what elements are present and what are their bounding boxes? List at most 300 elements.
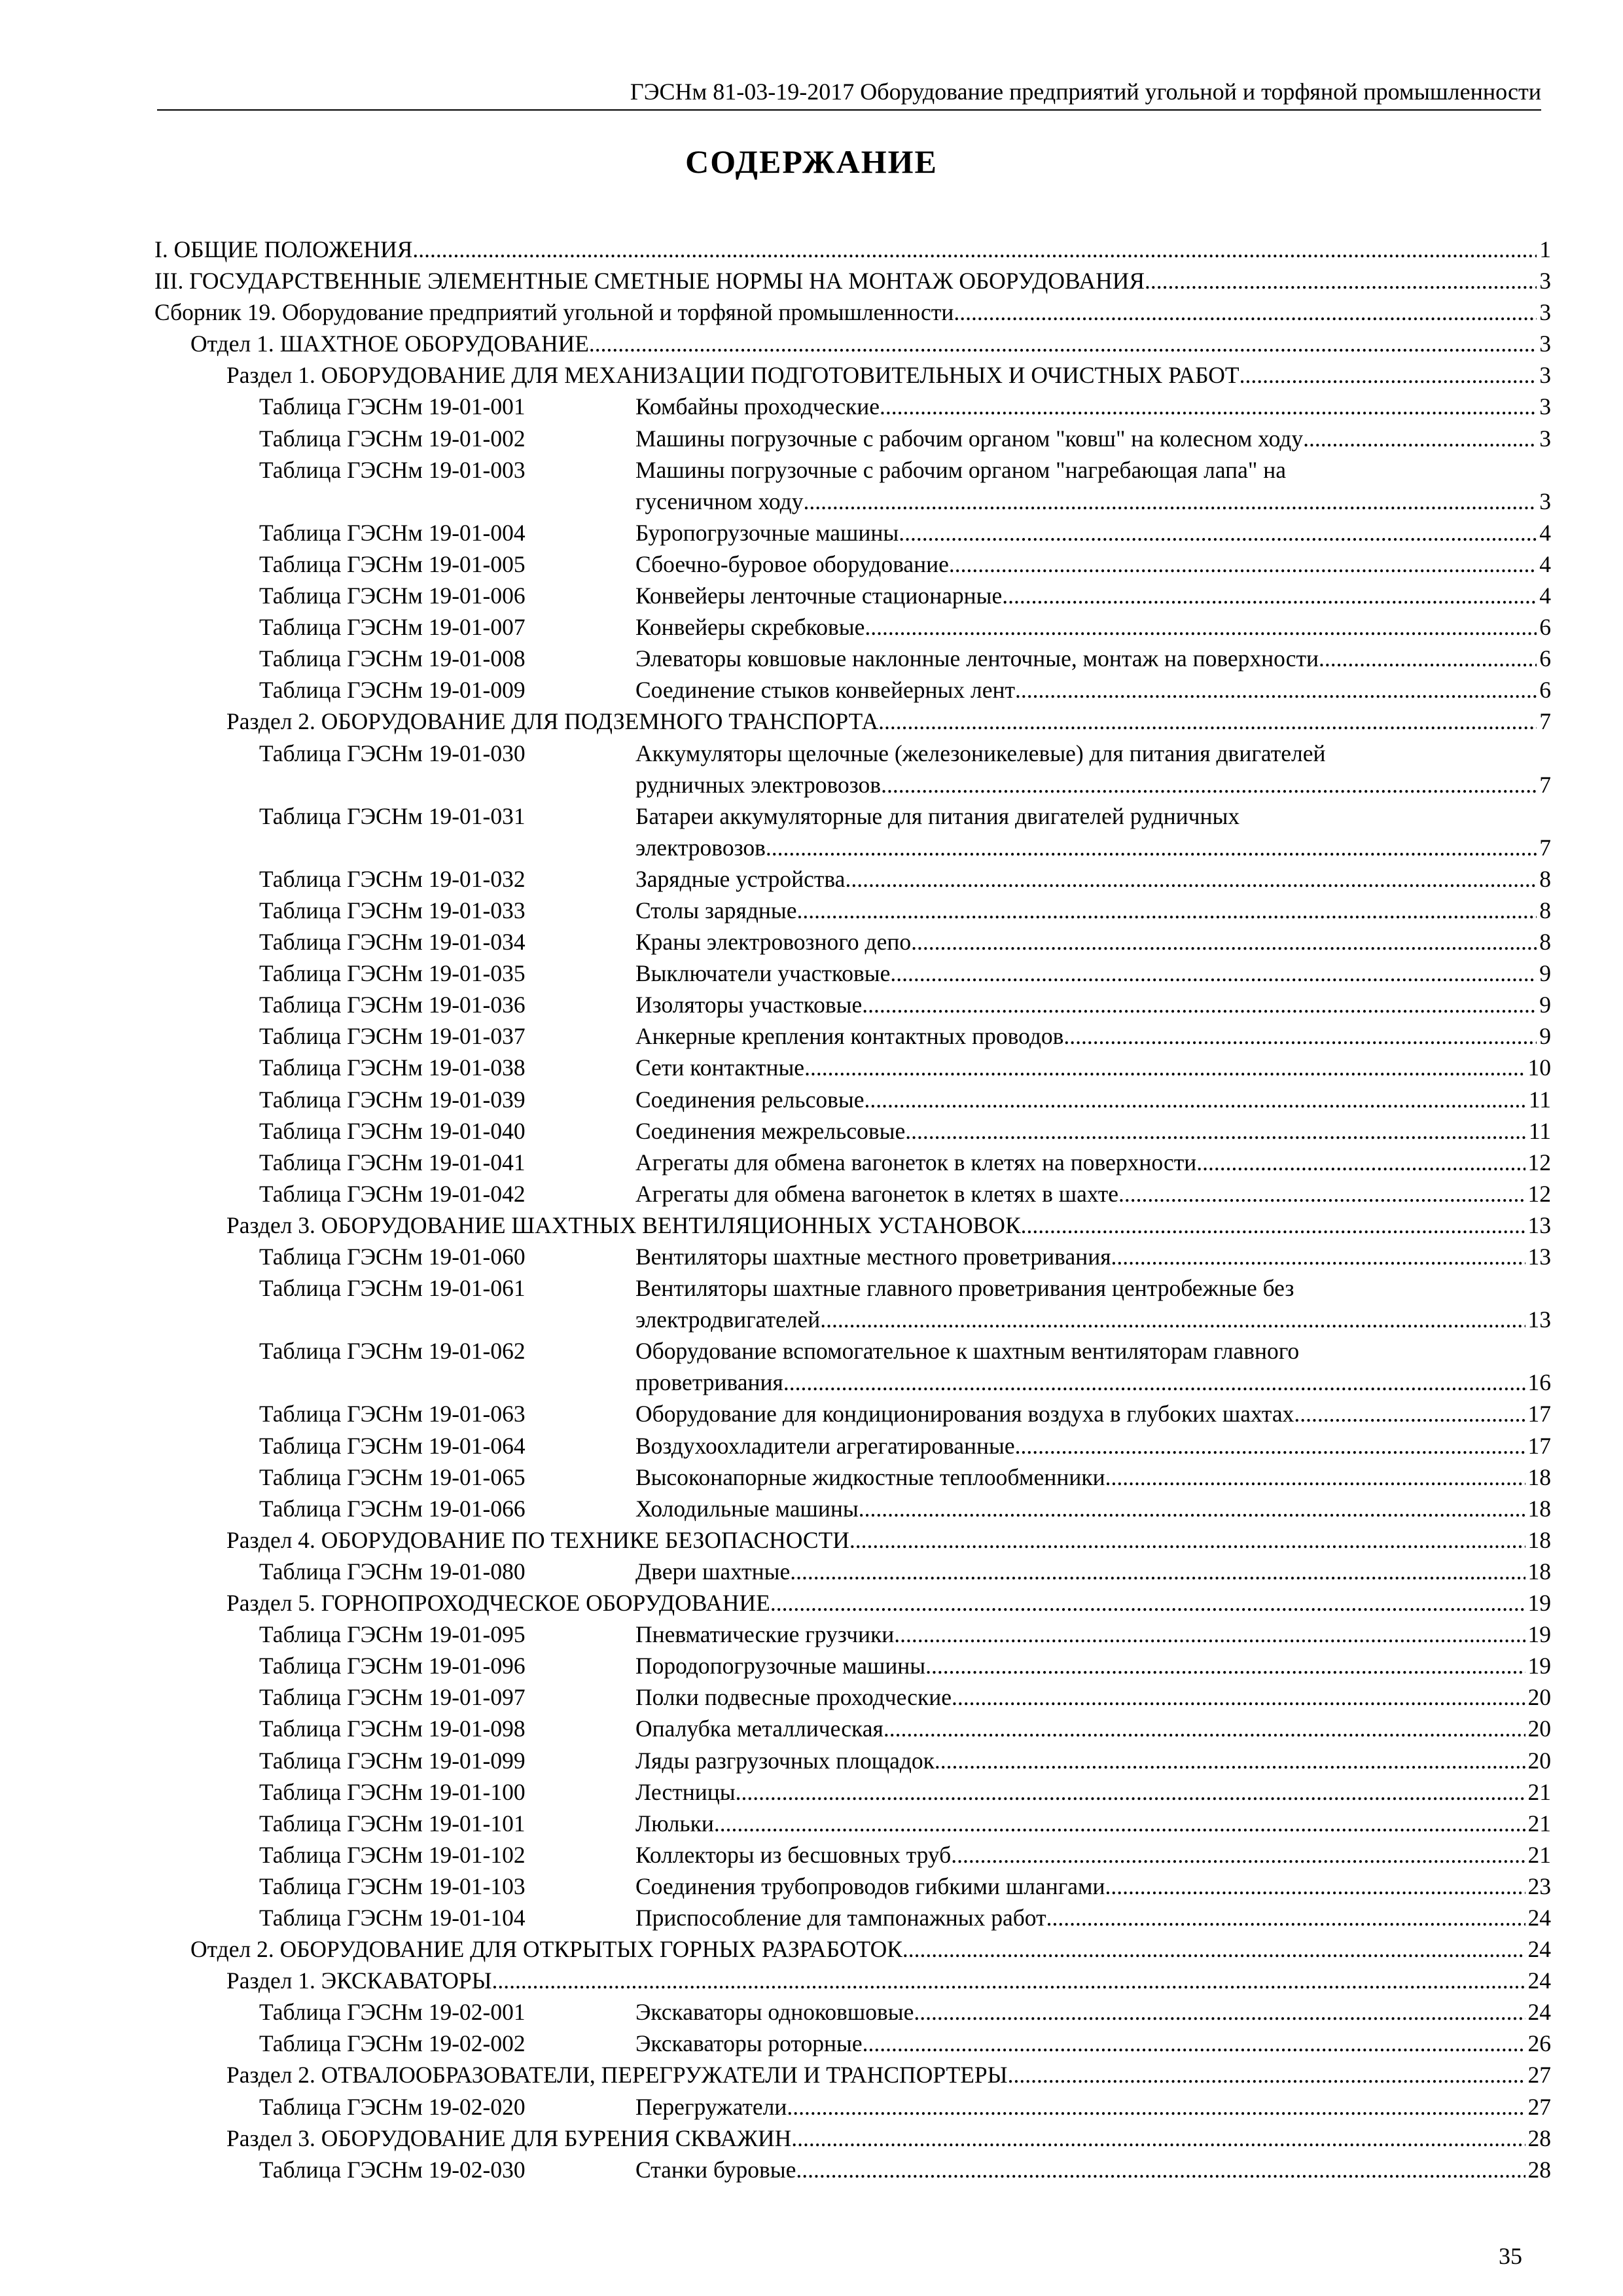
toc-page-number: 4	[1539, 519, 1551, 546]
toc-entry[interactable]	[154, 1335, 1551, 1398]
toc-dot-leader	[787, 2091, 1525, 2123]
toc-table-code: Таблица ГЭСНм 19-01-099	[259, 1747, 526, 1774]
toc-entry[interactable]	[154, 1776, 1551, 1808]
toc-leader-line	[226, 1965, 1551, 1996]
toc-leader-line	[635, 1713, 1551, 1744]
toc-page-number: 18	[1527, 1495, 1551, 1522]
toc-dot-leader	[862, 989, 1537, 1020]
toc-entry[interactable]	[154, 1178, 1551, 1210]
toc-table-code: Таблица ГЭСНм 19-02-002	[259, 2030, 526, 2057]
toc-dot-leader	[796, 2154, 1525, 2185]
toc-leader-line	[635, 1650, 1551, 1681]
toc-entry-text: Лестницы	[635, 1778, 736, 1805]
toc-dot-leader	[880, 391, 1537, 422]
toc-page-number: 9	[1539, 992, 1551, 1018]
toc-leader-line	[635, 958, 1551, 989]
toc-dot-leader	[902, 1933, 1525, 1965]
toc-entry-text: Соединение стыков конвейерных лент	[635, 677, 1016, 704]
toc-leader-line	[635, 486, 1551, 517]
toc-entry[interactable]	[154, 2059, 1551, 2090]
toc-dot-leader	[949, 548, 1537, 580]
toc-entry[interactable]	[154, 1619, 1551, 1650]
toc-dot-leader	[1105, 1871, 1525, 1902]
toc-page-number: 17	[1527, 1432, 1551, 1459]
toc-page-number: 4	[1539, 550, 1551, 577]
toc-page-number: 21	[1527, 1841, 1551, 1868]
toc-entry[interactable]	[154, 1115, 1551, 1147]
toc-page-number: 7	[1539, 771, 1551, 798]
toc-dot-leader	[951, 1839, 1525, 1871]
toc-page-number: 19	[1527, 1621, 1551, 1648]
toc-dot-leader	[1063, 1020, 1537, 1052]
toc-entry-text: Машины погрузочные с рабочим органом "ковш" на колесном ходу	[635, 425, 1304, 452]
toc-entry-text: Воздухоохладители агрегатированные	[635, 1432, 1015, 1459]
toc-entry-text: Опалубка металлическая	[635, 1715, 883, 1742]
toc-entry[interactable]	[154, 1839, 1551, 1871]
toc-dot-leader	[849, 1524, 1525, 1556]
toc-entry[interactable]	[154, 391, 1551, 422]
toc-leader-line	[635, 2154, 1551, 2185]
toc-table-code: Таблица ГЭСНм 19-01-004	[259, 519, 526, 546]
toc-leader-line	[635, 1430, 1551, 1462]
toc-entry-text: Холодильные машины	[635, 1495, 859, 1522]
toc-page-number: 20	[1527, 1747, 1551, 1774]
toc-entry-text: Приспособление для тампонажных работ	[635, 1904, 1046, 1931]
toc-leader-line	[635, 1020, 1551, 1052]
toc-leader-line	[635, 1871, 1551, 1902]
toc-entry-text: Отдел 1. ШАХТНОЕ ОБОРУДОВАНИЕ	[190, 331, 589, 357]
toc-entry[interactable]	[154, 2154, 1551, 2185]
toc-entry-text: Раздел 2. ОТВАЛООБРАЗОВАТЕЛИ, ПЕРЕГРУЖАТЕЛИ И ТРАНСПОРТЕРЫ	[226, 2062, 1008, 2089]
toc-entry-text: Отдел 2. ОБОРУДОВАНИЕ ДЛЯ ОТКРЫТЫХ ГОРНЫХ РАЗРАБОТОК	[190, 1936, 902, 1963]
toc-entry[interactable]	[154, 454, 1551, 517]
toc-dot-leader	[883, 1713, 1525, 1744]
toc-dot-leader	[1303, 423, 1537, 454]
toc-entry-text-continued: электродвигателей	[635, 1306, 821, 1333]
toc-table-code: Таблица ГЭСНм 19-01-065	[259, 1463, 526, 1490]
toc-entry[interactable]	[154, 926, 1551, 958]
toc-entry[interactable]	[154, 517, 1551, 548]
toc-entry-text: Элеваторы ковшовые наклонные ленточные, монтаж на поверхности	[635, 645, 1319, 672]
toc-page-number: 3	[1539, 488, 1551, 514]
toc-leader-line	[635, 1681, 1551, 1713]
toc-entry[interactable]	[154, 359, 1551, 391]
toc-entry-text: Раздел 1. ОБОРУДОВАНИЕ ДЛЯ МЕХАНИЗАЦИИ ПОДГОТОВИТЕЛЬНЫХ И ОЧИСТНЫХ РАБОТ	[226, 362, 1240, 389]
toc-page-number: 24	[1527, 1999, 1551, 2026]
toc-table-code: Таблица ГЭСНм 19-01-005	[259, 550, 526, 577]
toc-entry[interactable]	[154, 1745, 1551, 1776]
toc-page-number: 3	[1539, 331, 1551, 357]
toc-page-number: 8	[1539, 897, 1551, 924]
toc-table-code: Таблица ГЭСНм 19-01-035	[259, 960, 526, 987]
toc-entry-text: Экскаваторы одноковшовые	[635, 1999, 914, 2026]
toc-leader-line	[635, 1115, 1551, 1147]
toc-entry-text: Столы зарядные	[635, 897, 797, 924]
toc-entry-text: Оборудование для кондиционирования воздуха в глубоких шахтах	[635, 1401, 1294, 1427]
toc-entry[interactable]	[154, 2091, 1551, 2123]
toc-page-number: 28	[1527, 2125, 1551, 2151]
toc-entry-text: Полки подвесные проходческие	[635, 1684, 952, 1711]
toc-entry-text: Анкерные крепления контактных проводов	[635, 1023, 1064, 1050]
toc-leader-line	[635, 1902, 1551, 1933]
toc-entry-text: III. ГОСУДАРСТВЕННЫЕ ЭЛЕМЕНТНЫЕ СМЕТНЫЕ НОРМЫ НА МОНТАЖ ОБОРУДОВАНИЯ	[154, 268, 1145, 295]
toc-page-number: 21	[1527, 1810, 1551, 1837]
toc-entry[interactable]	[154, 1965, 1551, 1996]
toc-table-code: Таблица ГЭСНм 19-01-030	[259, 740, 526, 766]
toc-dot-leader	[797, 895, 1537, 926]
toc-leader-line	[635, 2091, 1551, 2123]
toc-leader-line	[635, 391, 1551, 422]
toc-dot-leader	[783, 1367, 1525, 1398]
toc-entry-text: Раздел 1. ЭКСКАВАТОРЫ	[226, 1967, 492, 1994]
toc-table-code: Таблица ГЭСНм 19-01-095	[259, 1621, 526, 1648]
toc-leader-line	[154, 234, 1551, 265]
toc-leader-line	[154, 296, 1551, 328]
toc-entry[interactable]	[154, 1493, 1551, 1524]
toc-entry-text: Ляды разгрузочных площадок	[635, 1747, 935, 1774]
toc-entry-text-continued: проветривания	[635, 1369, 783, 1396]
toc-entry[interactable]	[154, 958, 1551, 989]
toc-dot-leader	[1002, 580, 1537, 611]
toc-page-number: 17	[1527, 1401, 1551, 1427]
toc-table-code: Таблица ГЭСНм 19-01-041	[259, 1149, 526, 1175]
toc-table-code: Таблица ГЭСНм 19-01-003	[259, 456, 526, 483]
toc-leader-line	[190, 1933, 1551, 1965]
toc-entry[interactable]	[154, 989, 1551, 1020]
toc-page-number: 8	[1539, 929, 1551, 956]
toc-table-code: Таблица ГЭСНм 19-01-009	[259, 677, 526, 704]
toc-leader-line	[635, 423, 1551, 454]
toc-page-number: 20	[1527, 1715, 1551, 1742]
toc-table-code: Таблица ГЭСНм 19-01-080	[259, 1558, 526, 1585]
toc-leader-line	[226, 706, 1551, 737]
toc-dot-leader	[899, 517, 1537, 548]
toc-entry-text: Соединения межрельсовые	[635, 1117, 906, 1144]
toc-leader-line	[635, 1304, 1551, 1335]
toc-entry-text: Перегружатели	[635, 2093, 787, 2120]
toc-entry-text: Комбайны проходческие	[635, 393, 880, 420]
toc-entry[interactable]	[154, 1524, 1551, 1556]
toc-entry[interactable]	[154, 1430, 1551, 1462]
toc-entry[interactable]	[154, 2028, 1551, 2059]
toc-entry[interactable]	[154, 234, 1551, 265]
toc-entry-text: I. ОБЩИЕ ПОЛОЖЕНИЯ	[154, 236, 413, 262]
header-rule	[157, 109, 1541, 111]
toc-table-code: Таблица ГЭСНм 19-01-061	[259, 1275, 526, 1302]
toc-leader-line	[635, 895, 1551, 926]
toc-table-code: Таблица ГЭСНм 19-02-001	[259, 1999, 526, 2026]
toc-entry-text: Выключатели участковые	[635, 960, 891, 987]
toc-dot-leader	[1021, 1210, 1525, 1241]
toc-leader-line	[635, 1556, 1551, 1587]
toc-entry[interactable]	[154, 328, 1551, 359]
toc-dot-leader	[820, 1304, 1525, 1335]
toc-leader-line	[635, 1839, 1551, 1871]
toc-entry[interactable]	[154, 674, 1551, 706]
toc-entry-text: Вентиляторы шахтные местного проветривания	[635, 1244, 1111, 1270]
toc-entry-text: Конвейеры скребковые	[635, 614, 865, 641]
toc-entry-text: Двери шахтные	[635, 1558, 791, 1585]
toc-entry-text: Экскаваторы роторные	[635, 2030, 863, 2057]
toc-page-number: 4	[1539, 583, 1551, 609]
toc-entry-text: Оборудование вспомогательное к шахтным вентиляторам главного	[635, 1338, 1300, 1365]
toc-dot-leader	[1046, 1902, 1525, 1933]
toc-entry-text: Раздел 3. ОБОРУДОВАНИЕ ШАХТНЫХ ВЕНТИЛЯЦИОННЫХ УСТАНОВОК	[226, 1211, 1021, 1238]
toc-entry-text: Станки буровые	[635, 2156, 796, 2183]
toc-table-code: Таблица ГЭСНм 19-01-039	[259, 1086, 526, 1113]
toc-leader-line	[635, 2028, 1551, 2059]
toc-entry[interactable]	[154, 1650, 1551, 1681]
toc-entry[interactable]	[154, 1902, 1551, 1933]
page-title: СОДЕРЖАНИЕ	[685, 143, 938, 180]
toc-table-code: Таблица ГЭСНм 19-01-097	[259, 1684, 526, 1711]
toc-entry[interactable]	[154, 1713, 1551, 1744]
toc-entry[interactable]	[154, 738, 1551, 800]
toc-dot-leader	[804, 1052, 1525, 1083]
toc-table-code: Таблица ГЭСНм 19-01-042	[259, 1180, 526, 1207]
toc-entry[interactable]	[154, 1996, 1551, 2028]
toc-dot-leader	[1196, 1147, 1525, 1178]
toc-table-code: Таблица ГЭСНм 19-01-032	[259, 865, 526, 892]
toc-dot-leader	[881, 769, 1537, 800]
toc-table-code: Таблица ГЭСНм 19-01-038	[259, 1054, 526, 1081]
toc-dot-leader	[791, 2123, 1525, 2154]
toc-entry[interactable]	[154, 265, 1551, 296]
toc-table-code: Таблица ГЭСНм 19-01-006	[259, 583, 526, 609]
toc-page-number: 18	[1527, 1558, 1551, 1585]
toc-entry-text-continued: рудничных электровозов	[635, 771, 882, 798]
toc-page-number: 28	[1527, 2156, 1551, 2183]
toc-page-number: 21	[1527, 1778, 1551, 1805]
toc-leader-line	[635, 926, 1551, 958]
toc-leader-line	[226, 1210, 1551, 1241]
toc-page-number: 6	[1539, 677, 1551, 704]
toc-entry-text: Краны электровозного депо	[635, 929, 912, 956]
toc-dot-leader	[714, 1808, 1525, 1839]
toc-table-code: Таблица ГЭСНм 19-01-036	[259, 992, 526, 1018]
toc-leader-line	[635, 863, 1551, 895]
toc-dot-leader	[865, 611, 1537, 643]
toc-entry-text: Раздел 3. ОБОРУДОВАНИЕ ДЛЯ БУРЕНИЯ СКВАЖИН	[226, 2125, 792, 2151]
toc-dot-leader	[492, 1965, 1525, 1996]
toc-leader-line	[635, 1367, 1551, 1398]
toc-leader-line	[635, 1493, 1551, 1524]
toc-dot-leader	[803, 486, 1537, 517]
toc-page-number: 24	[1527, 1936, 1551, 1963]
toc-table-code: Таблица ГЭСНм 19-01-008	[259, 645, 526, 672]
toc-entry-text: Агрегаты для обмена вагонеток в клетях на поверхности	[635, 1149, 1197, 1175]
toc-table-code: Таблица ГЭСНм 19-01-103	[259, 1873, 526, 1899]
toc-page-number: 3	[1539, 268, 1551, 295]
toc-table-code: Таблица ГЭСНм 19-02-030	[259, 2156, 526, 2183]
toc-dot-leader	[1240, 359, 1537, 391]
toc-page-number: 12	[1527, 1149, 1551, 1175]
toc-table-code: Таблица ГЭСНм 19-02-020	[259, 2093, 526, 2120]
toc-entry[interactable]	[154, 2123, 1551, 2154]
toc-page-number: 7	[1539, 834, 1551, 861]
toc-page-number: 6	[1539, 614, 1551, 641]
table-of-contents	[154, 234, 1551, 2185]
toc-entry[interactable]	[154, 800, 1551, 863]
toc-entry[interactable]	[154, 1808, 1551, 1839]
toc-table-code: Таблица ГЭСНм 19-01-063	[259, 1401, 526, 1427]
toc-dot-leader	[935, 1745, 1525, 1776]
toc-entry-text: Раздел 4. ОБОРУДОВАНИЕ ПО ТЕХНИКЕ БЕЗОПАСНОСТИ	[226, 1526, 849, 1553]
toc-leader-line	[635, 1178, 1551, 1210]
toc-page-number: 24	[1527, 1967, 1551, 1994]
toc-entry[interactable]	[154, 1147, 1551, 1178]
toc-entry-text: Раздел 2. ОБОРУДОВАНИЕ ДЛЯ ПОДЗЕМНОГО ТРАНСПОРТА	[226, 708, 879, 735]
toc-table-code: Таблица ГЭСНм 19-01-062	[259, 1338, 526, 1365]
toc-table-code: Таблица ГЭСНм 19-01-064	[259, 1432, 526, 1459]
toc-entry-text: Машины погрузочные с рабочим органом "нагребающая лапа" на	[635, 456, 1286, 483]
toc-entry[interactable]	[154, 1398, 1551, 1429]
toc-entry-text: Коллекторы из бесшовных труб	[635, 1841, 952, 1868]
toc-leader-line	[635, 832, 1551, 863]
toc-page-number: 3	[1539, 362, 1551, 389]
toc-dot-leader	[890, 958, 1537, 989]
toc-entry[interactable]	[154, 643, 1551, 674]
toc-dot-leader	[1145, 265, 1537, 296]
toc-leader-line	[190, 328, 1551, 359]
toc-entry[interactable]	[154, 611, 1551, 643]
toc-leader-line	[226, 1524, 1551, 1556]
toc-page-number: 24	[1527, 1904, 1551, 1931]
toc-leader-line	[635, 1398, 1551, 1429]
toc-entry[interactable]	[154, 1241, 1551, 1272]
toc-entry[interactable]	[154, 1462, 1551, 1493]
toc-entry[interactable]	[154, 1084, 1551, 1115]
toc-page-number: 6	[1539, 645, 1551, 672]
toc-entry[interactable]	[154, 1556, 1551, 1587]
toc-leader-line	[635, 1996, 1551, 2028]
toc-dot-leader	[894, 1619, 1525, 1650]
toc-dot-leader	[878, 706, 1537, 737]
toc-leader-line	[635, 1776, 1551, 1808]
toc-page-number: 18	[1527, 1463, 1551, 1490]
toc-entry-text: Аккумуляторы щелочные (железоникелевые) для питания двигателей	[635, 740, 1326, 766]
toc-page-number: 9	[1539, 1023, 1551, 1050]
toc-entry-text: Сети контактные	[635, 1054, 805, 1081]
toc-leader-line	[226, 2123, 1551, 2154]
toc-entry-text: Агрегаты для обмена вагонеток в клетях в шахте	[635, 1180, 1119, 1207]
toc-table-code: Таблица ГЭСНм 19-01-066	[259, 1495, 526, 1522]
toc-page-number: 8	[1539, 865, 1551, 892]
toc-table-code: Таблица ГЭСНм 19-01-098	[259, 1715, 526, 1742]
toc-entry[interactable]	[154, 580, 1551, 611]
toc-entry[interactable]	[154, 1052, 1551, 1083]
toc-table-code: Таблица ГЭСНм 19-01-104	[259, 1904, 526, 1931]
toc-page-number: 3	[1539, 299, 1551, 326]
toc-leader-line	[635, 674, 1551, 706]
toc-entry[interactable]	[154, 296, 1551, 328]
toc-dot-leader	[1319, 643, 1537, 674]
toc-page-number: 19	[1527, 1590, 1551, 1617]
toc-page-number: 13	[1527, 1306, 1551, 1333]
toc-dot-leader	[412, 234, 1537, 265]
toc-entry[interactable]	[154, 863, 1551, 895]
toc-dot-leader	[790, 1556, 1525, 1587]
toc-dot-leader	[911, 926, 1537, 958]
toc-dot-leader	[766, 832, 1537, 863]
toc-page-number: 11	[1528, 1086, 1551, 1113]
toc-dot-leader	[1111, 1241, 1525, 1272]
toc-page-number: 18	[1527, 1526, 1551, 1553]
toc-page-number: 9	[1539, 960, 1551, 987]
toc-page-number: 26	[1527, 2030, 1551, 2057]
toc-table-code: Таблица ГЭСНм 19-01-101	[259, 1810, 526, 1837]
toc-table-code: Таблица ГЭСНм 19-01-102	[259, 1841, 526, 1868]
toc-leader-line	[635, 548, 1551, 580]
toc-leader-line	[635, 1619, 1551, 1650]
toc-dot-leader	[736, 1776, 1525, 1808]
toc-leader-line	[635, 769, 1551, 800]
toc-page-number: 23	[1527, 1873, 1551, 1899]
toc-dot-leader	[952, 1681, 1525, 1713]
toc-table-code: Таблица ГЭСНм 19-01-034	[259, 929, 526, 956]
toc-dot-leader	[905, 1115, 1526, 1147]
toc-entry-text: Батареи аккумуляторные для питания двигателей рудничных	[635, 802, 1240, 829]
toc-entry-text: Пневматические грузчики	[635, 1621, 895, 1648]
toc-page-number: 10	[1527, 1054, 1551, 1081]
toc-leader-line	[635, 989, 1551, 1020]
toc-table-code: Таблица ГЭСНм 19-01-033	[259, 897, 526, 924]
toc-entry[interactable]	[154, 548, 1551, 580]
toc-entry-text: Сбоечно-буровое оборудование	[635, 550, 949, 577]
toc-entry-text: Буропогрузочные машины	[635, 519, 899, 546]
toc-dot-leader	[845, 863, 1537, 895]
toc-leader-line	[154, 265, 1551, 296]
toc-page-number: 13	[1527, 1211, 1551, 1238]
toc-entry-text: Вентиляторы шахтные главного проветривания центробежные без	[635, 1275, 1294, 1302]
toc-dot-leader	[1105, 1462, 1525, 1493]
toc-entry-text: Изоляторы участковые	[635, 992, 863, 1018]
toc-entry[interactable]	[154, 895, 1551, 926]
toc-entry[interactable]	[154, 1871, 1551, 1902]
toc-dot-leader	[770, 1587, 1525, 1619]
toc-page-number: 7	[1539, 708, 1551, 735]
toc-dot-leader	[589, 328, 1537, 359]
toc-entry[interactable]	[154, 1681, 1551, 1713]
toc-dot-leader	[914, 1996, 1525, 2028]
toc-dot-leader	[925, 1650, 1525, 1681]
toc-entry[interactable]	[154, 423, 1551, 454]
page-number: 35	[1499, 2243, 1522, 2269]
toc-entry[interactable]	[154, 1933, 1551, 1965]
toc-entry-text: Люльки	[635, 1810, 714, 1837]
toc-entry[interactable]	[154, 1272, 1551, 1335]
toc-entry-text: Породопогрузочные машины	[635, 1653, 926, 1679]
toc-page-number: 3	[1539, 425, 1551, 452]
toc-entry[interactable]	[154, 1020, 1551, 1052]
toc-dot-leader	[954, 296, 1537, 328]
toc-entry[interactable]	[154, 1587, 1551, 1619]
toc-page-number: 27	[1527, 2093, 1551, 2120]
toc-leader-line	[635, 1462, 1551, 1493]
toc-dot-leader	[1015, 1430, 1525, 1462]
toc-page-number: 1	[1539, 236, 1551, 262]
toc-entry[interactable]	[154, 1210, 1551, 1241]
toc-entry-text: Соединения рельсовые	[635, 1086, 865, 1113]
toc-leader-line	[226, 1587, 1551, 1619]
toc-table-code: Таблица ГЭСНм 19-01-002	[259, 425, 526, 452]
toc-leader-line	[226, 2059, 1551, 2090]
toc-leader-line	[635, 580, 1551, 611]
toc-entry-text: Сборник 19. Оборудование предприятий угольной и торфяной промышленности	[154, 299, 954, 326]
toc-entry[interactable]	[154, 706, 1551, 737]
toc-page-number: 11	[1528, 1117, 1551, 1144]
toc-table-code: Таблица ГЭСНм 19-01-037	[259, 1023, 526, 1050]
